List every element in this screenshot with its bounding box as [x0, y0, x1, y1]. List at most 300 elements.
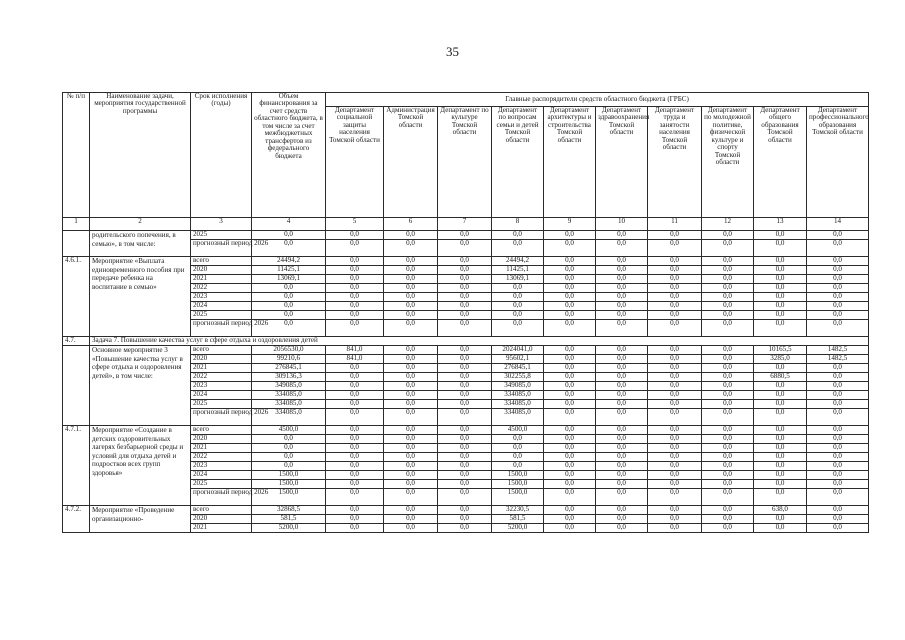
value-cell: 0,0 — [544, 346, 596, 355]
header-grbs-3: Департамент по культуре Томской области — [438, 107, 492, 218]
item-number: 4.6.1. — [63, 257, 90, 337]
value-cell: 0,0 — [384, 382, 438, 391]
value-cell: 0,0 — [754, 444, 807, 453]
value-cell: 581,5 — [492, 515, 544, 524]
value-cell: 0,0 — [702, 355, 754, 364]
value-cell: 0,0 — [384, 471, 438, 480]
value-cell: 0,0 — [754, 311, 807, 320]
value-cell: 0,0 — [596, 489, 648, 506]
value-cell: 0,0 — [596, 506, 648, 515]
value-cell: 0,0 — [438, 355, 492, 364]
value-cell: 0,0 — [702, 515, 754, 524]
value-cell: 0,0 — [702, 231, 754, 240]
header-grbs-1: Департамент социальной защиты населения Томской области — [326, 107, 384, 218]
value-cell: 841,0 — [326, 355, 384, 364]
column-number: 4 — [252, 218, 326, 231]
value-cell: 0,0 — [438, 435, 492, 444]
value-cell: 0,0 — [544, 266, 596, 275]
term-cell: 2023 — [191, 462, 252, 471]
value-cell: 0,0 — [596, 373, 648, 382]
value-cell: 0,0 — [596, 382, 648, 391]
value-cell: 0,0 — [438, 471, 492, 480]
value-cell: 0,0 — [807, 284, 869, 293]
value-cell: 0,0 — [754, 409, 807, 426]
value-cell: 0,0 — [596, 284, 648, 293]
value-cell: 0,0 — [807, 382, 869, 391]
value-cell: 0,0 — [648, 515, 702, 524]
value-cell: 0,0 — [648, 444, 702, 453]
value-cell: 0,0 — [438, 426, 492, 435]
value-cell: 0,0 — [438, 391, 492, 400]
value-cell: 0,0 — [702, 524, 754, 533]
value-cell: 0,0 — [596, 515, 648, 524]
value-cell: 0,0 — [326, 435, 384, 444]
column-number: 3 — [191, 218, 252, 231]
value-cell: 0,0 — [648, 524, 702, 533]
term-cell: прогнозный период 2026 — [191, 240, 252, 257]
term-cell: прогнозный период 2026 — [191, 409, 252, 426]
value-cell: 0,0 — [596, 320, 648, 337]
value-cell: 0,0 — [326, 426, 384, 435]
value-cell: 0,0 — [438, 444, 492, 453]
value-cell: 0,0 — [384, 284, 438, 293]
value-cell: 0,0 — [544, 506, 596, 515]
value-cell: 0,0 — [544, 480, 596, 489]
header-grbs-4: Департамент по вопросам семьи и детей Томской области — [492, 107, 544, 218]
value-cell: 349085,0 — [492, 382, 544, 391]
value-cell: 0,0 — [492, 293, 544, 302]
value-cell: 0,0 — [544, 302, 596, 311]
value-cell: 13069,1 — [492, 275, 544, 284]
value-cell: 1482,5 — [807, 355, 869, 364]
term-cell: 2024 — [191, 391, 252, 400]
value-cell: 0,0 — [384, 302, 438, 311]
value-cell: 0,0 — [754, 471, 807, 480]
value-cell: 0,0 — [544, 444, 596, 453]
value-cell: 0,0 — [326, 364, 384, 373]
value-cell: 0,0 — [326, 284, 384, 293]
value-cell: 0,0 — [544, 284, 596, 293]
value-cell: 0,0 — [326, 266, 384, 275]
value-cell: 0,0 — [438, 293, 492, 302]
value-cell: 0,0 — [544, 400, 596, 409]
value-cell: 0,0 — [384, 293, 438, 302]
item-name: Мероприятие «Выплата единовременного пособия при передаче ребенка на воспитание в семью» — [90, 257, 191, 337]
value-cell: 0,0 — [384, 453, 438, 462]
value-cell: 0,0 — [438, 506, 492, 515]
term-cell: всего — [191, 506, 252, 515]
term-cell: всего — [191, 426, 252, 435]
total-cell: 5200,0 — [252, 524, 326, 533]
value-cell: 0,0 — [544, 320, 596, 337]
value-cell: 0,0 — [326, 462, 384, 471]
value-cell: 0,0 — [438, 275, 492, 284]
value-cell: 0,0 — [702, 453, 754, 462]
value-cell: 0,0 — [438, 266, 492, 275]
task-title: Задача 7. Повышение качества услуг в сфере отдыха и оздоровления детей — [90, 337, 869, 346]
value-cell: 0,0 — [438, 382, 492, 391]
total-cell: 11425,1 — [252, 266, 326, 275]
column-number: 8 — [492, 218, 544, 231]
value-cell: 0,0 — [648, 462, 702, 471]
value-cell: 0,0 — [648, 311, 702, 320]
value-cell: 0,0 — [326, 515, 384, 524]
column-number: 12 — [702, 218, 754, 231]
item-name: Мероприятие «Создание в детских оздоровительных лагерях безбарьерной среды и условий для отдыха детей и подростков всех групп здоровья» — [90, 426, 191, 506]
value-cell: 0,0 — [326, 293, 384, 302]
value-cell: 0,0 — [807, 480, 869, 489]
value-cell: 1500,0 — [492, 489, 544, 506]
value-cell: 0,0 — [326, 400, 384, 409]
value-cell: 0,0 — [492, 302, 544, 311]
column-number: 14 — [807, 218, 869, 231]
value-cell: 0,0 — [807, 453, 869, 462]
value-cell: 0,0 — [702, 275, 754, 284]
value-cell: 0,0 — [807, 524, 869, 533]
value-cell: 2024041,0 — [492, 346, 544, 355]
term-cell: 2021 — [191, 524, 252, 533]
value-cell: 0,0 — [702, 409, 754, 426]
value-cell: 0,0 — [544, 231, 596, 240]
value-cell: 0,0 — [702, 302, 754, 311]
value-cell: 0,0 — [326, 320, 384, 337]
value-cell: 0,0 — [702, 293, 754, 302]
total-cell: 334085,0 — [252, 409, 326, 426]
value-cell: 0,0 — [438, 231, 492, 240]
value-cell: 0,0 — [544, 462, 596, 471]
total-cell: 0,0 — [252, 302, 326, 311]
value-cell: 0,0 — [384, 426, 438, 435]
value-cell: 0,0 — [544, 489, 596, 506]
value-cell: 0,0 — [596, 302, 648, 311]
value-cell: 0,0 — [648, 355, 702, 364]
value-cell: 10165,5 — [754, 346, 807, 355]
term-cell: всего — [191, 257, 252, 266]
value-cell: 0,0 — [807, 364, 869, 373]
header-grbs-title: Главные распорядители средств областного бюджета (ГРБС) — [326, 93, 869, 107]
value-cell: 0,0 — [492, 435, 544, 444]
term-cell: 2022 — [191, 373, 252, 382]
value-cell: 0,0 — [648, 266, 702, 275]
value-cell: 6880,5 — [754, 373, 807, 382]
total-cell: 0,0 — [252, 231, 326, 240]
value-cell: 0,0 — [807, 506, 869, 515]
term-cell: 2020 — [191, 266, 252, 275]
value-cell: 0,0 — [384, 266, 438, 275]
value-cell: 0,0 — [702, 373, 754, 382]
value-cell: 0,0 — [492, 462, 544, 471]
value-cell: 0,0 — [596, 257, 648, 266]
value-cell: 0,0 — [544, 391, 596, 400]
value-cell: 0,0 — [754, 400, 807, 409]
value-cell: 0,0 — [326, 382, 384, 391]
value-cell: 0,0 — [492, 231, 544, 240]
header-col-name: Наименование задачи, мероприятия государственной программы — [90, 93, 191, 218]
value-cell: 0,0 — [807, 302, 869, 311]
value-cell: 0,0 — [438, 364, 492, 373]
value-cell: 0,0 — [702, 480, 754, 489]
term-cell: 2020 — [191, 435, 252, 444]
value-cell: 0,0 — [544, 524, 596, 533]
value-cell: 0,0 — [384, 257, 438, 266]
term-cell: 2025 — [191, 231, 252, 240]
value-cell: 0,0 — [648, 364, 702, 373]
total-cell: 1500,0 — [252, 489, 326, 506]
term-cell: 2024 — [191, 471, 252, 480]
value-cell: 0,0 — [807, 391, 869, 400]
value-cell: 0,0 — [648, 231, 702, 240]
value-cell: 0,0 — [754, 489, 807, 506]
value-cell: 0,0 — [326, 240, 384, 257]
value-cell: 0,0 — [648, 435, 702, 444]
value-cell: 0,0 — [754, 391, 807, 400]
item-name: родительского попечения, в семью», в том числе: — [90, 231, 191, 257]
value-cell: 0,0 — [384, 524, 438, 533]
value-cell: 0,0 — [702, 471, 754, 480]
column-number: 2 — [90, 218, 191, 231]
value-cell: 0,0 — [648, 257, 702, 266]
item-number: 4.7.1. — [63, 426, 90, 506]
value-cell: 0,0 — [596, 346, 648, 355]
value-cell: 0,0 — [648, 426, 702, 435]
value-cell: 5200,0 — [492, 524, 544, 533]
value-cell: 0,0 — [384, 462, 438, 471]
total-cell: 0,0 — [252, 311, 326, 320]
value-cell: 0,0 — [438, 240, 492, 257]
value-cell: 0,0 — [596, 391, 648, 400]
value-cell: 0,0 — [702, 426, 754, 435]
value-cell: 0,0 — [384, 435, 438, 444]
column-number-row — [63, 218, 869, 231]
value-cell: 0,0 — [596, 480, 648, 489]
value-cell: 0,0 — [384, 444, 438, 453]
term-cell: прогнозный период 2026 — [191, 320, 252, 337]
value-cell: 334085,0 — [492, 400, 544, 409]
value-cell: 0,0 — [544, 409, 596, 426]
value-cell: 0,0 — [648, 409, 702, 426]
header-col-volume: Объем финансирования за счет средств областного бюджета, в том числе за счет межбюджетных трансфертов из федерального бюджета — [252, 93, 326, 218]
value-cell: 0,0 — [702, 444, 754, 453]
value-cell: 0,0 — [438, 373, 492, 382]
value-cell: 0,0 — [438, 284, 492, 293]
value-cell: 0,0 — [702, 320, 754, 337]
value-cell: 0,0 — [702, 346, 754, 355]
value-cell: 0,0 — [544, 471, 596, 480]
value-cell: 0,0 — [544, 275, 596, 284]
header-grbs-6: Департамент здравоохранения Томской области — [596, 107, 648, 218]
value-cell: 0,0 — [648, 391, 702, 400]
term-cell: 2020 — [191, 355, 252, 364]
value-cell: 0,0 — [754, 435, 807, 444]
total-cell: 0,0 — [252, 462, 326, 471]
value-cell: 0,0 — [438, 409, 492, 426]
value-cell: 0,0 — [648, 320, 702, 337]
term-cell: 2025 — [191, 400, 252, 409]
column-number: 11 — [648, 218, 702, 231]
value-cell: 0,0 — [702, 382, 754, 391]
value-cell: 0,0 — [648, 489, 702, 506]
value-cell: 0,0 — [596, 231, 648, 240]
value-cell: 0,0 — [702, 489, 754, 506]
value-cell: 0,0 — [384, 320, 438, 337]
value-cell: 0,0 — [702, 364, 754, 373]
header-grbs-8: Департамент по молодежной политике, физической культуре и спорту Томской области — [702, 107, 754, 218]
value-cell: 0,0 — [807, 240, 869, 257]
total-cell: 334085,0 — [252, 391, 326, 400]
total-cell: 1500,0 — [252, 480, 326, 489]
value-cell: 0,0 — [702, 506, 754, 515]
value-cell: 0,0 — [702, 435, 754, 444]
term-cell: прогнозный период 2026 — [191, 489, 252, 506]
value-cell: 0,0 — [648, 293, 702, 302]
value-cell: 0,0 — [596, 311, 648, 320]
value-cell: 0,0 — [326, 489, 384, 506]
term-cell: 2023 — [191, 293, 252, 302]
value-cell: 0,0 — [754, 320, 807, 337]
value-cell: 0,0 — [384, 240, 438, 257]
value-cell: 0,0 — [384, 346, 438, 355]
header-grbs-7: Департамент труда и занятости населения Томской области — [648, 107, 702, 218]
total-cell: 334085,0 — [252, 400, 326, 409]
term-cell: 2021 — [191, 444, 252, 453]
value-cell: 0,0 — [702, 266, 754, 275]
total-cell: 309136,3 — [252, 373, 326, 382]
value-cell: 0,0 — [807, 400, 869, 409]
total-cell: 0,0 — [252, 293, 326, 302]
value-cell: 0,0 — [326, 471, 384, 480]
total-cell: 349085,0 — [252, 382, 326, 391]
total-cell: 0,0 — [252, 444, 326, 453]
column-number: 13 — [754, 218, 807, 231]
value-cell: 0,0 — [596, 453, 648, 462]
value-cell: 0,0 — [807, 320, 869, 337]
value-cell: 0,0 — [754, 462, 807, 471]
value-cell: 0,0 — [754, 240, 807, 257]
column-number: 10 — [596, 218, 648, 231]
value-cell: 841,0 — [326, 346, 384, 355]
value-cell: 0,0 — [384, 231, 438, 240]
header-col-num: № п/п — [63, 93, 90, 218]
value-cell: 334085,0 — [492, 409, 544, 426]
value-cell: 0,0 — [544, 240, 596, 257]
total-cell: 0,0 — [252, 453, 326, 462]
value-cell: 0,0 — [384, 311, 438, 320]
value-cell: 0,0 — [438, 489, 492, 506]
total-cell: 581,5 — [252, 515, 326, 524]
column-number: 7 — [438, 218, 492, 231]
value-cell: 1500,0 — [492, 471, 544, 480]
total-cell: 99210,6 — [252, 355, 326, 364]
value-cell: 0,0 — [648, 346, 702, 355]
total-cell: 2056530,0 — [252, 346, 326, 355]
value-cell: 0,0 — [544, 435, 596, 444]
value-cell: 0,0 — [754, 453, 807, 462]
value-cell: 0,0 — [807, 462, 869, 471]
value-cell: 0,0 — [807, 489, 869, 506]
value-cell: 0,0 — [326, 311, 384, 320]
value-cell: 0,0 — [754, 480, 807, 489]
value-cell: 0,0 — [544, 355, 596, 364]
value-cell: 0,0 — [544, 515, 596, 524]
value-cell: 0,0 — [326, 302, 384, 311]
budget-table — [62, 92, 869, 533]
value-cell: 0,0 — [326, 524, 384, 533]
value-cell: 0,0 — [702, 400, 754, 409]
value-cell: 0,0 — [326, 453, 384, 462]
header-grbs-2: Администрация Томской области — [384, 107, 438, 218]
value-cell: 0,0 — [648, 373, 702, 382]
value-cell: 0,0 — [702, 462, 754, 471]
value-cell: 0,0 — [438, 462, 492, 471]
value-cell: 0,0 — [807, 435, 869, 444]
value-cell: 0,0 — [384, 409, 438, 426]
task-number: 4.7. — [63, 337, 90, 346]
item-number — [63, 231, 90, 257]
item-name: Мероприятие «Проведение организационно- — [90, 506, 191, 533]
value-cell: 0,0 — [492, 320, 544, 337]
value-cell: 0,0 — [384, 364, 438, 373]
value-cell: 0,0 — [492, 453, 544, 462]
value-cell: 0,0 — [754, 364, 807, 373]
value-cell: 0,0 — [754, 382, 807, 391]
term-cell: 2023 — [191, 382, 252, 391]
total-cell: 32868,5 — [252, 506, 326, 515]
total-cell: 0,0 — [252, 320, 326, 337]
value-cell: 4500,0 — [492, 426, 544, 435]
value-cell: 0,0 — [384, 489, 438, 506]
total-cell: 13069,1 — [252, 275, 326, 284]
value-cell: 0,0 — [326, 257, 384, 266]
value-cell: 334085,0 — [492, 391, 544, 400]
value-cell: 0,0 — [438, 480, 492, 489]
value-cell: 0,0 — [596, 275, 648, 284]
value-cell: 0,0 — [438, 257, 492, 266]
value-cell: 0,0 — [754, 284, 807, 293]
value-cell: 0,0 — [807, 426, 869, 435]
value-cell: 0,0 — [544, 382, 596, 391]
value-cell: 0,0 — [807, 257, 869, 266]
value-cell: 0,0 — [438, 524, 492, 533]
value-cell: 0,0 — [438, 453, 492, 462]
value-cell: 0,0 — [807, 293, 869, 302]
term-cell: 2020 — [191, 515, 252, 524]
value-cell: 0,0 — [754, 293, 807, 302]
value-cell: 0,0 — [384, 400, 438, 409]
value-cell: 0,0 — [438, 311, 492, 320]
value-cell: 0,0 — [754, 257, 807, 266]
value-cell: 0,0 — [492, 284, 544, 293]
header-row-top — [63, 93, 869, 107]
value-cell: 0,0 — [702, 257, 754, 266]
total-cell: 0,0 — [252, 435, 326, 444]
value-cell: 0,0 — [438, 320, 492, 337]
value-cell: 0,0 — [807, 311, 869, 320]
value-cell: 0,0 — [326, 373, 384, 382]
value-cell: 0,0 — [544, 293, 596, 302]
value-cell: 0,0 — [702, 311, 754, 320]
value-cell: 0,0 — [596, 471, 648, 480]
value-cell: 0,0 — [648, 275, 702, 284]
value-cell: 0,0 — [596, 364, 648, 373]
column-number: 1 — [63, 218, 90, 231]
value-cell: 0,0 — [754, 266, 807, 275]
value-cell: 0,0 — [648, 284, 702, 293]
value-cell: 0,0 — [544, 257, 596, 266]
header-col-term: Срок исполнения (годы) — [191, 93, 252, 218]
value-cell: 0,0 — [326, 391, 384, 400]
value-cell: 0,0 — [384, 275, 438, 284]
term-cell: 2024 — [191, 302, 252, 311]
